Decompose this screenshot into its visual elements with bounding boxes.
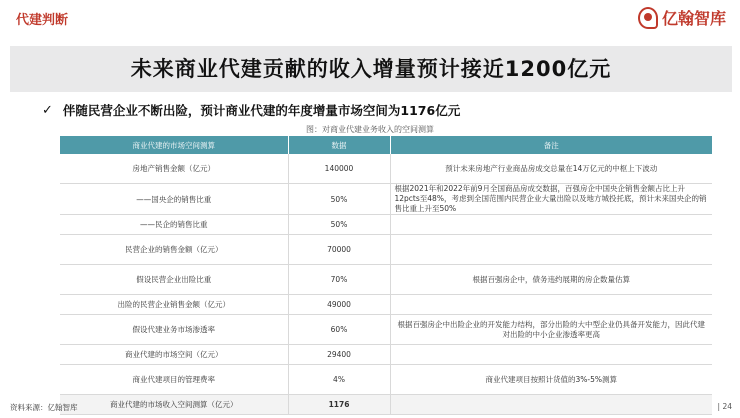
row-item: ——民企的销售比重 — [60, 215, 288, 235]
table-row — [60, 315, 712, 345]
header-value: 数据 — [288, 136, 390, 154]
row-note: 根据百强房企中，债务违约展期的房企数量估算 — [390, 265, 712, 295]
row-value: 70% — [288, 265, 390, 295]
table-row — [60, 345, 712, 365]
table-caption: 图：对商业代建业务收入的空间测算 — [306, 125, 434, 134]
row-note: 商业代建项目按照计货值的3%-5%测算 — [390, 365, 712, 395]
table-row — [60, 215, 712, 235]
row-value: 60% — [288, 315, 390, 345]
row-note — [390, 235, 712, 265]
table-row — [60, 365, 712, 395]
logo-icon — [638, 7, 658, 29]
source-note: 资料来源：亿翰智库 — [10, 403, 78, 412]
header-note: 备注 — [390, 136, 712, 154]
row-value: 50% — [288, 184, 390, 215]
row-item: 商业代建的市场收入空间测算（亿元） — [60, 395, 288, 415]
row-item: 民营企业的销售金额（亿元） — [60, 235, 288, 265]
section-tag: 代建判断 — [16, 13, 69, 28]
top-bar — [0, 0, 740, 34]
header-item: 商业代建的市场空间测算 — [60, 136, 288, 154]
check-icon: ✓ — [42, 102, 53, 118]
row-note — [390, 395, 712, 415]
page-title: 未来商业代建贡献的收入增量预计接近1200亿元 — [130, 57, 612, 81]
row-value: 4% — [288, 365, 390, 395]
logo-text: 亿翰智库 — [661, 9, 726, 28]
estimation-table — [60, 136, 712, 415]
row-value: 49000 — [288, 295, 390, 315]
row-note — [390, 215, 712, 235]
table-row — [60, 154, 712, 184]
row-item: 假设民营企业出险比重 — [60, 265, 288, 295]
row-value: 29400 — [288, 345, 390, 365]
row-note — [390, 345, 712, 365]
brand-logo — [638, 6, 726, 29]
subheading-text: 伴随民营企业不断出险，预计商业代建的年度增量市场空间为1176亿元 — [62, 103, 461, 118]
row-item: 假设代建业务市场渗透率 — [60, 315, 288, 345]
page-number: | 24 — [717, 402, 732, 411]
table-header-row — [60, 136, 712, 154]
table-row-total — [60, 395, 712, 415]
table-row — [60, 265, 712, 295]
row-item: 房地产销售金额（亿元） — [60, 154, 288, 184]
row-value: 70000 — [288, 235, 390, 265]
row-value: 140000 — [288, 154, 390, 184]
subheading — [42, 101, 460, 119]
row-item: 出险的民营企业销售金额（亿元） — [60, 295, 288, 315]
title-band — [10, 46, 732, 92]
table-row — [60, 295, 712, 315]
row-note: 根据百强房企中出险企业的开发能力结构，部分出险的大中型企业仍具备开发能力，因此代建对出险的中小企业渗透率更高 — [390, 315, 712, 345]
table-row — [60, 235, 712, 265]
row-note: 根据2021年和2022年前9月全国商品房成交数据，百强房企中国央企销售金额占比上升12pcts至48%，考虑到全国范围内民营企业大量出险以及地方城投托底，预计未来国央企的销售比重上升至50% — [390, 184, 712, 215]
row-value-highlight: 1176 — [288, 395, 390, 415]
row-item: ——国央企的销售比重 — [60, 184, 288, 215]
row-value: 50% — [288, 215, 390, 235]
row-item: 商业代建的市场空间（亿元） — [60, 345, 288, 365]
row-note: 预计未来房地产行业商品房成交总量在14万亿元的中枢上下波动 — [390, 154, 712, 184]
table-row — [60, 184, 712, 215]
row-item: 商业代建项目的管理费率 — [60, 365, 288, 395]
row-note — [390, 295, 712, 315]
